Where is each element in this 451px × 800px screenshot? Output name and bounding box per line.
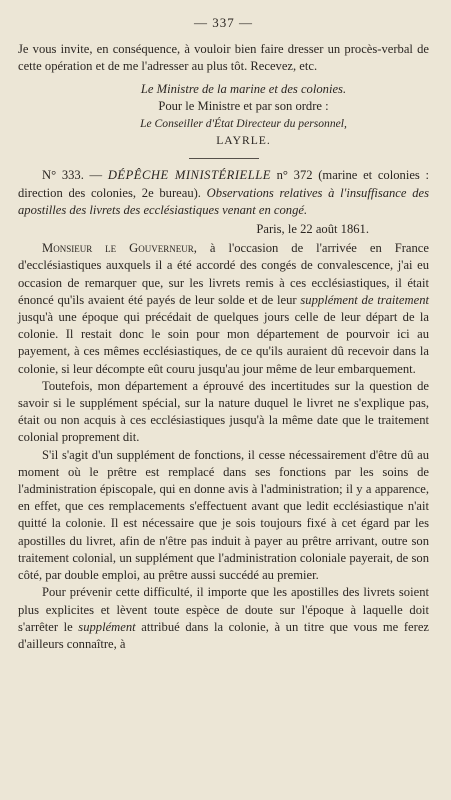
- section-divider: [189, 158, 259, 159]
- signature-minister: Le Ministre de la marine et des colonies.: [140, 81, 347, 96]
- depeche-ref: n° 372 (marine et colonies : direction des colonies, 2e bureau).: [18, 168, 429, 200]
- signature-block: [18, 81, 429, 150]
- depeche-heading: [18, 167, 429, 219]
- body-paragraph-4: [18, 584, 429, 653]
- body-paragraph-1: [18, 240, 429, 378]
- signature-for-minister: Pour le Ministre et par son ordre :: [158, 98, 329, 113]
- p4-part-b: attribué dans la colonie, à un titre que vous me ferez d'ailleurs connaître, à: [18, 619, 430, 651]
- closing-paragraph: Je vous invite, en conséquence, à vouloir bien faire dresser un procès-verbal de cette opération et de me l'adresser au plus tôt. Recevez, etc.: [18, 42, 429, 74]
- page-number: — 337 —: [194, 15, 253, 30]
- body-paragraph-3: S'il s'agit d'un supplément de fonctions, il cesse nécessairement d'être dû au moment où le prêtre est remplacé dans ses fonctions par les soins de l'administration épiscopale, qui en donne avis à l'administration; il y a apparence, en effet, que ces remplacements s'effectuent avant que ledit ecclésiastique n'ait quitté la colonie. Il est nécessaire que je sois toujours fixé à cet égard par les apostilles du livret, afin de n'être pas induit à payer au prêtre arrivant, outre son traitement colonial, un supplément que l'administration coloniale payerait, de son côté, par double emploi, au prêtre aussi succédé au premier.: [18, 447, 429, 583]
- p4-part-a: Pour prévenir cette difficulté, il importe que les apostilles des livrets soient plus explicites et lèvent toute espèce de doute sur l'époque à laquelle doit s'arrêter le: [18, 585, 429, 634]
- place-date: Paris, le 22 août 1861.: [256, 222, 369, 237]
- depeche-number: N° 333. —: [42, 168, 103, 183]
- p1-part-a: à l'occasion de l'arrivée en France d'ecclésiastiques auxquels il a été accordé des congés de convalescence, j'ai eu occasion de remarquer que, sur les livrets remis à ces ecclésiastiques, il était énoncé qu'ils avaient été payés de leur solde et de leur: [18, 241, 429, 307]
- body-paragraph-2: Toutefois, mon département a éprouvé des incertitudes sur la question de savoir si le supplément spécial, sur la nature duquel le livret ne s'explique pas, était ou non acquis à ces ecclésiastiques jusqu'à la même date que le traitement colonial proprement dit.: [18, 378, 429, 445]
- p1-emphasis: supplément de traitement: [300, 292, 429, 307]
- signature-name: LAYRLE.: [216, 134, 271, 148]
- depeche-subject: Observations relatives à l'insuffisance des apostilles des livrets des ecclésiastiques venant en congé.: [18, 185, 429, 217]
- signature-counselor: Le Conseiller d'État Directeur du personnel,: [140, 117, 347, 131]
- p4-emphasis: supplément: [78, 619, 136, 634]
- p1-part-b: jusqu'à une époque qui précédait de quelques jours celle de leur départ de la colonie. Il restait donc le soin pour mon département de pourvoir ici au payement, à ces mêmes ecclésiastiques, de ce qu'ils auraient dû recevoir dans la colonie, si leur décompte eût couru jusqu'au jour même de leur embarquement.: [18, 310, 429, 376]
- salutation: Monsieur le Gouverneur,: [42, 241, 197, 256]
- depeche-title: DÉPÊCHE MINISTÉRIELLE: [107, 168, 271, 183]
